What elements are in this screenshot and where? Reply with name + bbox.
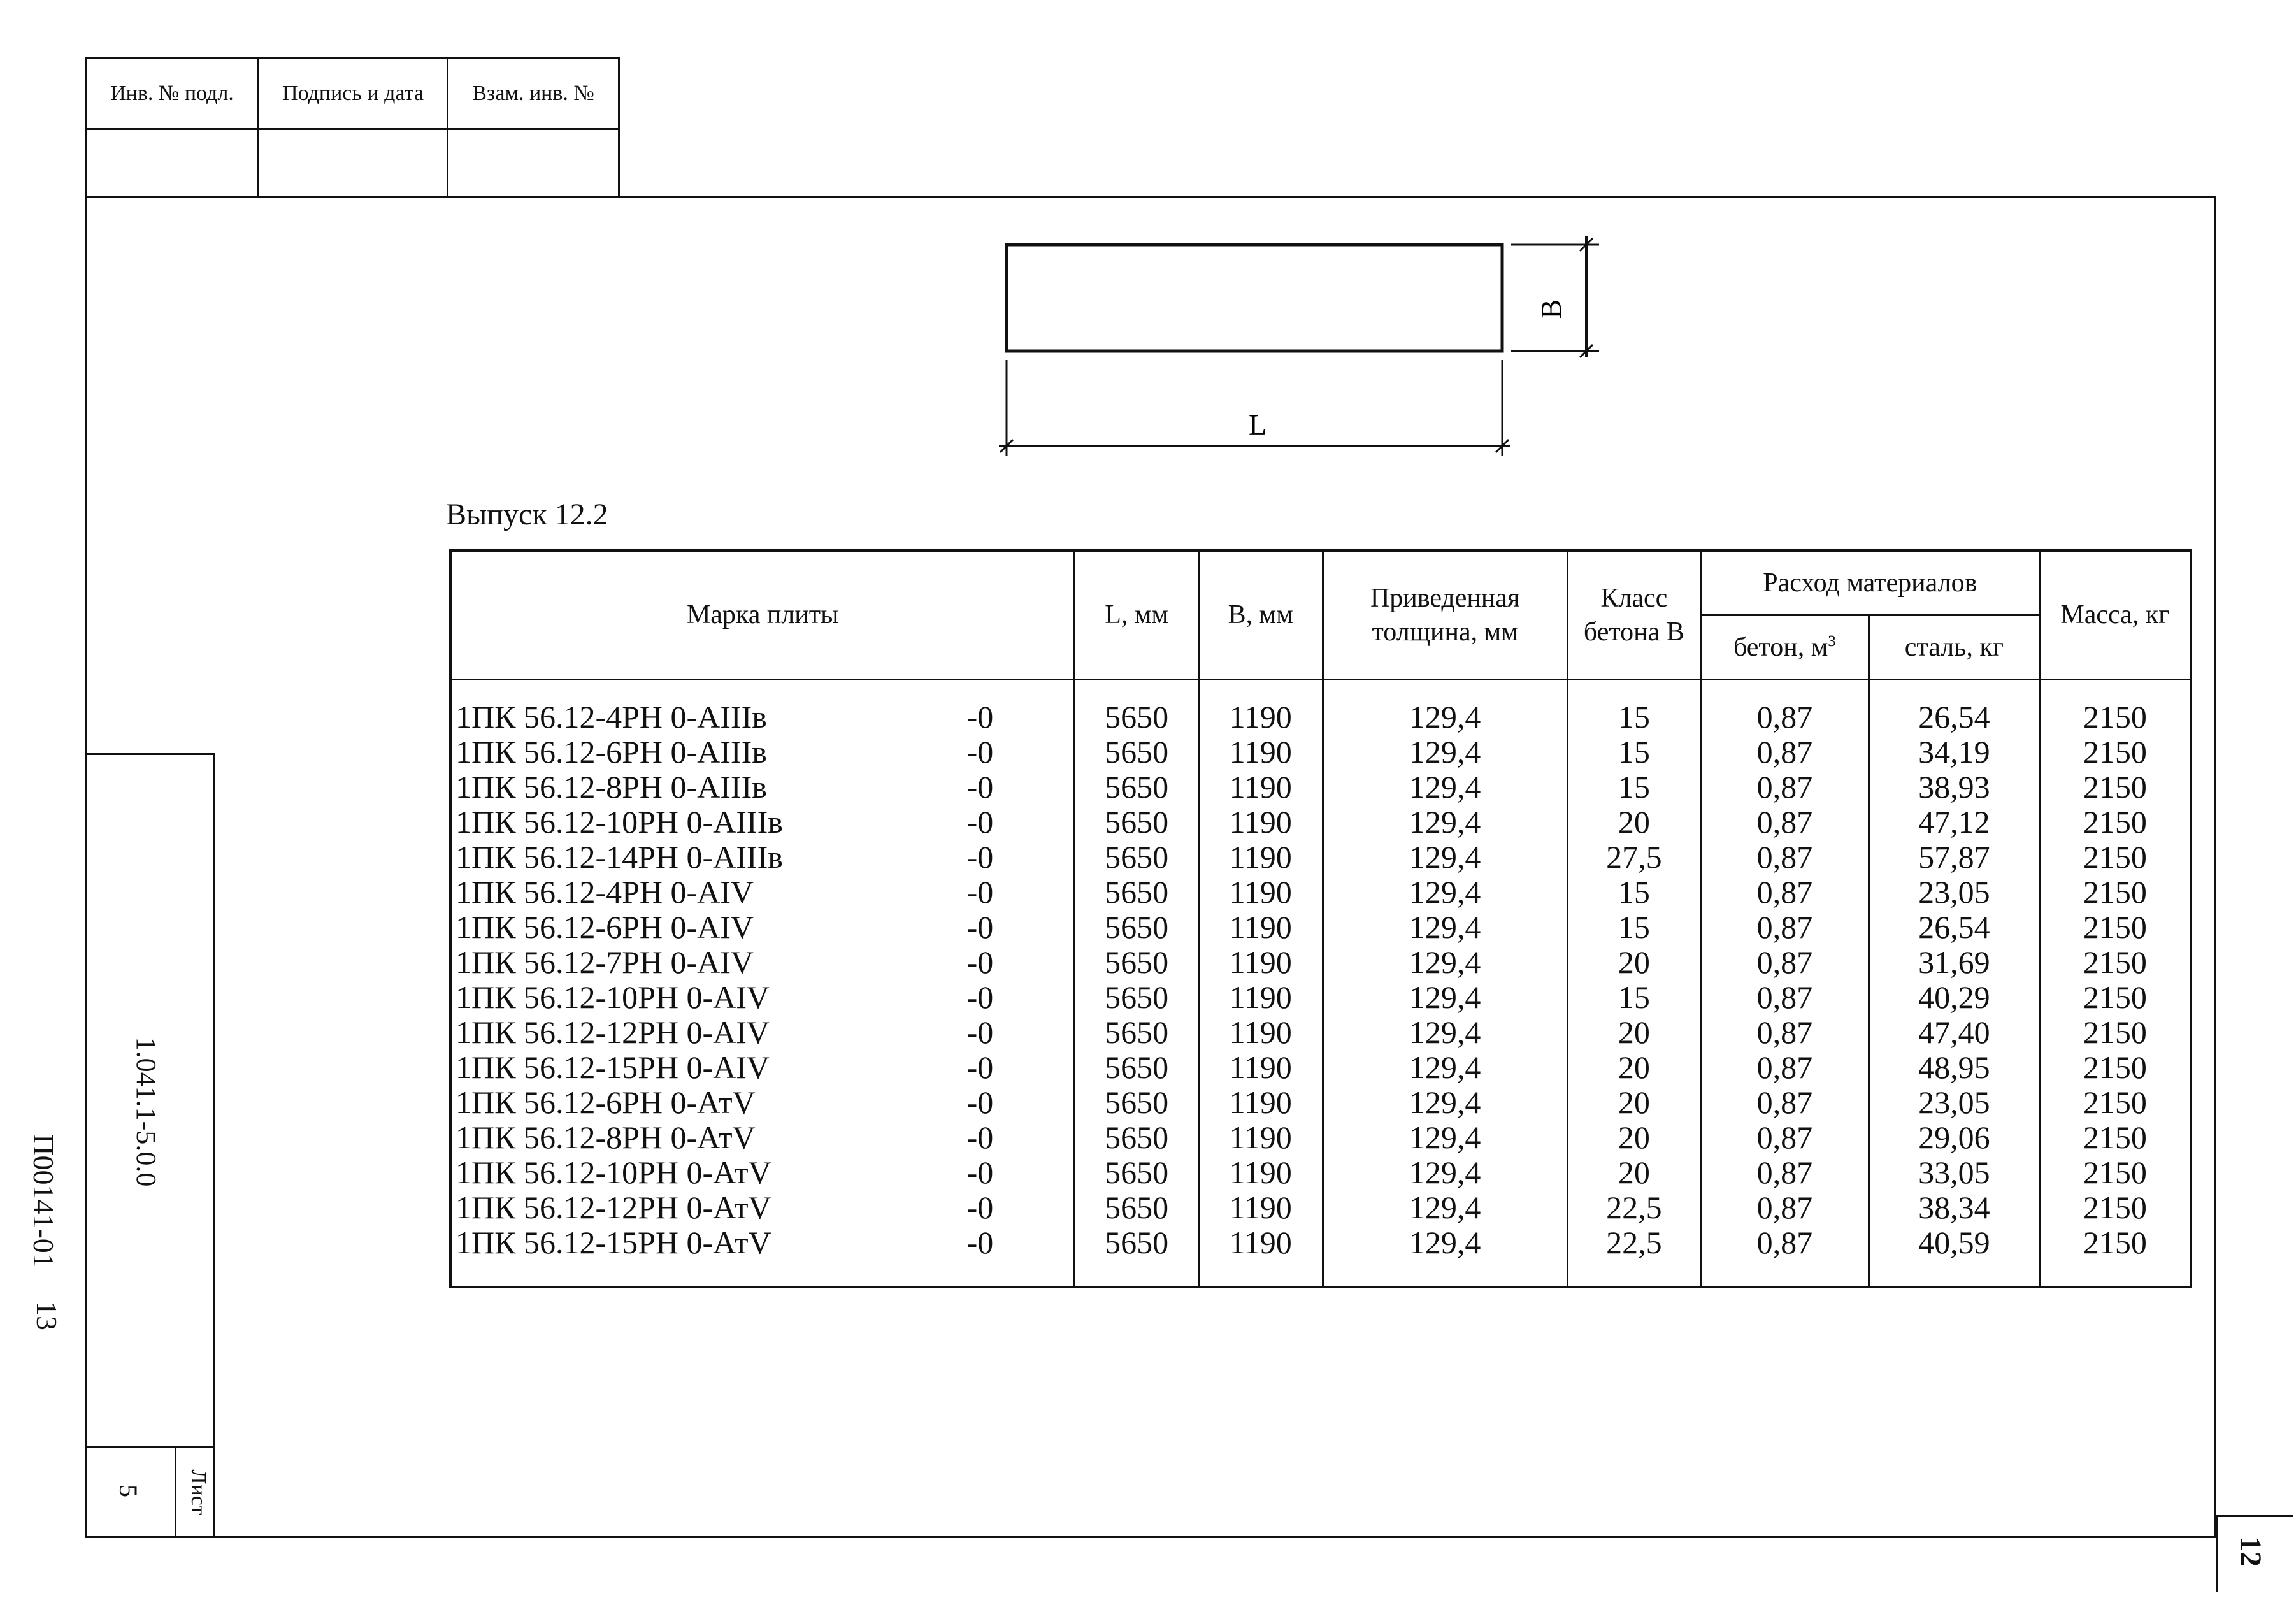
cell-mark (450, 945, 1075, 980)
issue-title: Выпуск 12.2 (446, 498, 608, 531)
cell-mark (450, 840, 1075, 875)
cell-width: 1190 (1198, 910, 1323, 945)
mark-text: 1ПК 56.12-6РН 0-АIIIв (456, 734, 767, 770)
mark-text: 1ПК 56.12-4РН 0-АIIIв (456, 699, 767, 735)
cell-thickness: 129,4 (1323, 875, 1567, 910)
cell-mass: 2150 (2039, 945, 2191, 980)
stamp-replace-label: Взам. инв. № (448, 59, 619, 129)
cell-mark (450, 735, 1075, 770)
cell-thickness: 129,4 (1323, 805, 1567, 840)
cell-width: 1190 (1198, 770, 1323, 805)
cell-steel: 40,59 (1869, 1225, 2039, 1287)
plate-outline (1007, 245, 1502, 351)
cell-concrete-class: 20 (1567, 805, 1700, 840)
cell-thickness: 129,4 (1323, 1225, 1567, 1287)
table-row (450, 945, 2191, 980)
mark-suffix: -0 (966, 1155, 994, 1190)
cell-length: 5650 (1075, 1120, 1199, 1155)
cell-steel: 31,69 (1869, 945, 2039, 980)
header-materials: Расход материалов (1700, 550, 2039, 615)
mark-text: 1ПК 56.12-12РН 0-АтV (456, 1190, 771, 1225)
cell-concrete-class: 15 (1567, 875, 1700, 910)
cell-thickness: 129,4 (1323, 945, 1567, 980)
cell-thickness: 129,4 (1323, 910, 1567, 945)
cell-concrete: 0,87 (1700, 1015, 1869, 1050)
mark-text: 1ПК 56.12-6РН 0-АтV (456, 1084, 756, 1120)
cell-width: 1190 (1198, 805, 1323, 840)
cell-steel: 48,95 (1869, 1050, 2039, 1085)
header-steel: сталь, кг (1869, 615, 2039, 680)
cell-steel: 26,54 (1869, 680, 2039, 735)
cell-steel: 38,34 (1869, 1190, 2039, 1225)
mark-suffix: -0 (966, 734, 994, 770)
table-row (450, 1050, 2191, 1085)
table-row (450, 680, 2191, 735)
mark-suffix: -0 (966, 699, 994, 735)
table-row (450, 875, 2191, 910)
mark-text: 1ПК 56.12-6РН 0-АIV (456, 909, 754, 945)
cell-concrete: 0,87 (1700, 1190, 1869, 1225)
header-thickness: Приведенная толщина, мм (1323, 550, 1567, 680)
mark-text: 1ПК 56.12-8РН 0-АтV (456, 1119, 756, 1155)
cell-concrete-class: 15 (1567, 770, 1700, 805)
mark-text: 1ПК 56.12-8РН 0-АIIIв (456, 769, 767, 805)
table-row (450, 1085, 2191, 1120)
mark-suffix: -0 (966, 979, 994, 1015)
archive-page: 13 (31, 1301, 63, 1330)
stamp-sign-cell (258, 129, 447, 197)
cell-width: 1190 (1198, 1190, 1323, 1225)
cell-concrete: 0,87 (1700, 1085, 1869, 1120)
cell-mass: 2150 (2039, 910, 2191, 945)
cell-mark (450, 1120, 1075, 1155)
cell-mass: 2150 (2039, 840, 2191, 875)
table-row (450, 735, 2191, 770)
cell-width: 1190 (1198, 1050, 1323, 1085)
cell-concrete-class: 20 (1567, 1050, 1700, 1085)
cell-mass: 2150 (2039, 1120, 2191, 1155)
mark-text: 1ПК 56.12-15РН 0-АIV (456, 1049, 770, 1085)
cell-steel: 47,40 (1869, 1015, 2039, 1050)
approval-stamp (85, 57, 620, 198)
cell-concrete-class: 15 (1567, 980, 1700, 1015)
cell-steel: 57,87 (1869, 840, 2039, 875)
cell-thickness: 129,4 (1323, 1015, 1567, 1050)
cell-width: 1190 (1198, 840, 1323, 875)
mark-suffix: -0 (966, 1014, 994, 1050)
mark-suffix: -0 (966, 1190, 994, 1225)
cell-thickness: 129,4 (1323, 735, 1567, 770)
cell-length: 5650 (1075, 1050, 1199, 1085)
mark-text: 1ПК 56.12-10РН 0-АIV (456, 979, 770, 1015)
stamp-replace-cell (448, 129, 619, 197)
cell-concrete: 0,87 (1700, 1225, 1869, 1287)
mark-text: 1ПК 56.12-10РН 0-АIIIв (456, 804, 783, 840)
cell-mark (450, 980, 1075, 1015)
cell-mass: 2150 (2039, 805, 2191, 840)
table-row (450, 1015, 2191, 1050)
header-concrete: бетон, $м^3$ (1700, 615, 1869, 680)
cell-width: 1190 (1198, 1085, 1323, 1120)
cell-width: 1190 (1198, 735, 1323, 770)
cell-length: 5650 (1075, 980, 1199, 1015)
cell-steel: 38,93 (1869, 770, 2039, 805)
page-number: 12 (2234, 1536, 2267, 1567)
page-number-frame (2216, 1515, 2293, 1517)
table-body (450, 680, 2191, 1288)
cell-mark (450, 770, 1075, 805)
table-row (450, 980, 2191, 1015)
cell-steel: 29,06 (1869, 1120, 2039, 1155)
cell-concrete-class: 22,5 (1567, 1190, 1700, 1225)
cell-concrete: 0,87 (1700, 910, 1869, 945)
cell-concrete-class: 20 (1567, 1015, 1700, 1050)
cell-concrete: 0,87 (1700, 980, 1869, 1015)
stamp-inv-label: Инв. № подл. (86, 59, 259, 129)
cell-mass: 2150 (2039, 1050, 2191, 1085)
cell-concrete-class: 15 (1567, 910, 1700, 945)
mark-suffix: -0 (966, 874, 994, 910)
cell-length: 5650 (1075, 1085, 1199, 1120)
table-row (450, 1190, 2191, 1225)
cell-concrete-class: 20 (1567, 1120, 1700, 1155)
cell-mass: 2150 (2039, 1085, 2191, 1120)
cell-thickness: 129,4 (1323, 1155, 1567, 1190)
mark-suffix: -0 (966, 1225, 994, 1260)
dimension-l-label: L (1248, 408, 1267, 441)
cell-length: 5650 (1075, 1155, 1199, 1190)
cell-concrete: 0,87 (1700, 945, 1869, 980)
cell-mass: 2150 (2039, 1225, 2191, 1287)
cell-mark (450, 1050, 1075, 1085)
cell-width: 1190 (1198, 680, 1323, 735)
cell-length: 5650 (1075, 1190, 1199, 1225)
cell-concrete: 0,87 (1700, 770, 1869, 805)
cell-length: 5650 (1075, 910, 1199, 945)
cell-concrete-class: 20 (1567, 1155, 1700, 1190)
cell-length: 5650 (1075, 945, 1199, 980)
header-mark: Марка плиты (450, 550, 1075, 680)
table-row (450, 805, 2191, 840)
header-concrete-class: Класс бетона В (1567, 550, 1700, 680)
cell-thickness: 129,4 (1323, 1085, 1567, 1120)
sheet-label: Лист (187, 1469, 210, 1515)
stamp-sign-label: Подпись и дата (258, 59, 447, 129)
table-row (450, 1225, 2191, 1287)
mark-text: 1ПК 56.12-4РН 0-АIV (456, 874, 754, 910)
table-row (450, 840, 2191, 875)
cell-steel: 40,29 (1869, 980, 2039, 1015)
cell-mark (450, 1015, 1075, 1050)
cell-width: 1190 (1198, 1155, 1323, 1190)
mark-suffix: -0 (966, 839, 994, 875)
dimension-b-label: B (1535, 299, 1567, 319)
mark-text: 1ПК 56.12-14РН 0-АIIIв (456, 839, 783, 875)
cell-thickness: 129,4 (1323, 840, 1567, 875)
table-row (450, 1120, 2191, 1155)
cell-mark (450, 805, 1075, 840)
header-length: L, мм (1075, 550, 1199, 680)
cell-mark (450, 875, 1075, 910)
cell-concrete: 0,87 (1700, 680, 1869, 735)
mark-suffix: -0 (966, 944, 994, 980)
cell-width: 1190 (1198, 980, 1323, 1015)
cell-concrete-class: 15 (1567, 680, 1700, 735)
cell-concrete: 0,87 (1700, 875, 1869, 910)
cell-mass: 2150 (2039, 735, 2191, 770)
page-number-frame-vertical (2216, 1515, 2218, 1592)
cell-width: 1190 (1198, 1015, 1323, 1050)
cell-mass: 2150 (2039, 1190, 2191, 1225)
cell-mass: 2150 (2039, 1015, 2191, 1050)
cell-length: 5650 (1075, 1225, 1199, 1287)
table-row (450, 1155, 2191, 1190)
cell-mark (450, 910, 1075, 945)
cell-width: 1190 (1198, 1225, 1323, 1287)
mark-text: 1ПК 56.12-7РН 0-АIV (456, 944, 754, 980)
mark-text: 1ПК 56.12-12РН 0-АIV (456, 1014, 770, 1050)
cell-thickness: 129,4 (1323, 1190, 1567, 1225)
cell-length: 5650 (1075, 875, 1199, 910)
mark-text: 1ПК 56.12-10РН 0-АтV (456, 1155, 771, 1190)
mark-suffix: -0 (966, 804, 994, 840)
cell-thickness: 129,4 (1323, 770, 1567, 805)
mark-suffix: -0 (966, 909, 994, 945)
side-divider (85, 1446, 215, 1448)
header-mass: Масса, кг (2039, 550, 2191, 680)
cell-concrete: 0,87 (1700, 805, 1869, 840)
cell-mass: 2150 (2039, 770, 2191, 805)
cell-steel: 23,05 (1869, 1085, 2039, 1120)
mark-suffix: -0 (966, 1084, 994, 1120)
cell-steel: 33,05 (1869, 1155, 2039, 1190)
cell-mass: 2150 (2039, 875, 2191, 910)
cell-length: 5650 (1075, 1015, 1199, 1050)
cell-length: 5650 (1075, 680, 1199, 735)
cell-thickness: 129,4 (1323, 680, 1567, 735)
table-row (450, 770, 2191, 805)
cell-width: 1190 (1198, 875, 1323, 910)
mark-suffix: -0 (966, 1119, 994, 1155)
cell-thickness: 129,4 (1323, 1050, 1567, 1085)
plate-diagram (987, 229, 1612, 465)
cell-concrete: 0,87 (1700, 1155, 1869, 1190)
cell-length: 5650 (1075, 770, 1199, 805)
cell-mass: 2150 (2039, 980, 2191, 1015)
mark-suffix: -0 (966, 769, 994, 805)
cell-width: 1190 (1198, 945, 1323, 980)
cell-concrete: 0,87 (1700, 735, 1869, 770)
cell-length: 5650 (1075, 840, 1199, 875)
cell-mass: 2150 (2039, 680, 2191, 735)
cell-length: 5650 (1075, 735, 1199, 770)
cell-concrete-class: 27,5 (1567, 840, 1700, 875)
cell-concrete: 0,87 (1700, 840, 1869, 875)
header-width: B, мм (1198, 550, 1323, 680)
cell-concrete-class: 22,5 (1567, 1225, 1700, 1287)
cell-mark (450, 1225, 1075, 1287)
specification-table (449, 549, 2192, 1288)
cell-concrete-class: 20 (1567, 1085, 1700, 1120)
archive-number: П00141-01 (27, 1134, 60, 1268)
stamp-inv-cell (86, 129, 259, 197)
cell-mark (450, 1190, 1075, 1225)
mark-suffix: -0 (966, 1049, 994, 1085)
cell-steel: 47,12 (1869, 805, 2039, 840)
cell-concrete: 0,87 (1700, 1120, 1869, 1155)
cell-mark (450, 1085, 1075, 1120)
cell-mark (450, 1155, 1075, 1190)
cell-steel: 23,05 (1869, 875, 2039, 910)
cell-concrete: 0,87 (1700, 1050, 1869, 1085)
cell-steel: 34,19 (1869, 735, 2039, 770)
cell-concrete-class: 20 (1567, 945, 1700, 980)
cell-thickness: 129,4 (1323, 1120, 1567, 1155)
document-code: 1.041.1-5.0.0 (131, 1037, 162, 1187)
cell-width: 1190 (1198, 1120, 1323, 1155)
mark-text: 1ПК 56.12-15РН 0-АтV (456, 1225, 771, 1260)
cell-length: 5650 (1075, 805, 1199, 840)
cell-mark (450, 680, 1075, 735)
cell-thickness: 129,4 (1323, 980, 1567, 1015)
table-row (450, 910, 2191, 945)
sheet-number: 5 (114, 1485, 143, 1497)
cell-steel: 26,54 (1869, 910, 2039, 945)
side-divider-vertical (175, 1446, 176, 1538)
cell-concrete-class: 15 (1567, 735, 1700, 770)
cell-mass: 2150 (2039, 1155, 2191, 1190)
